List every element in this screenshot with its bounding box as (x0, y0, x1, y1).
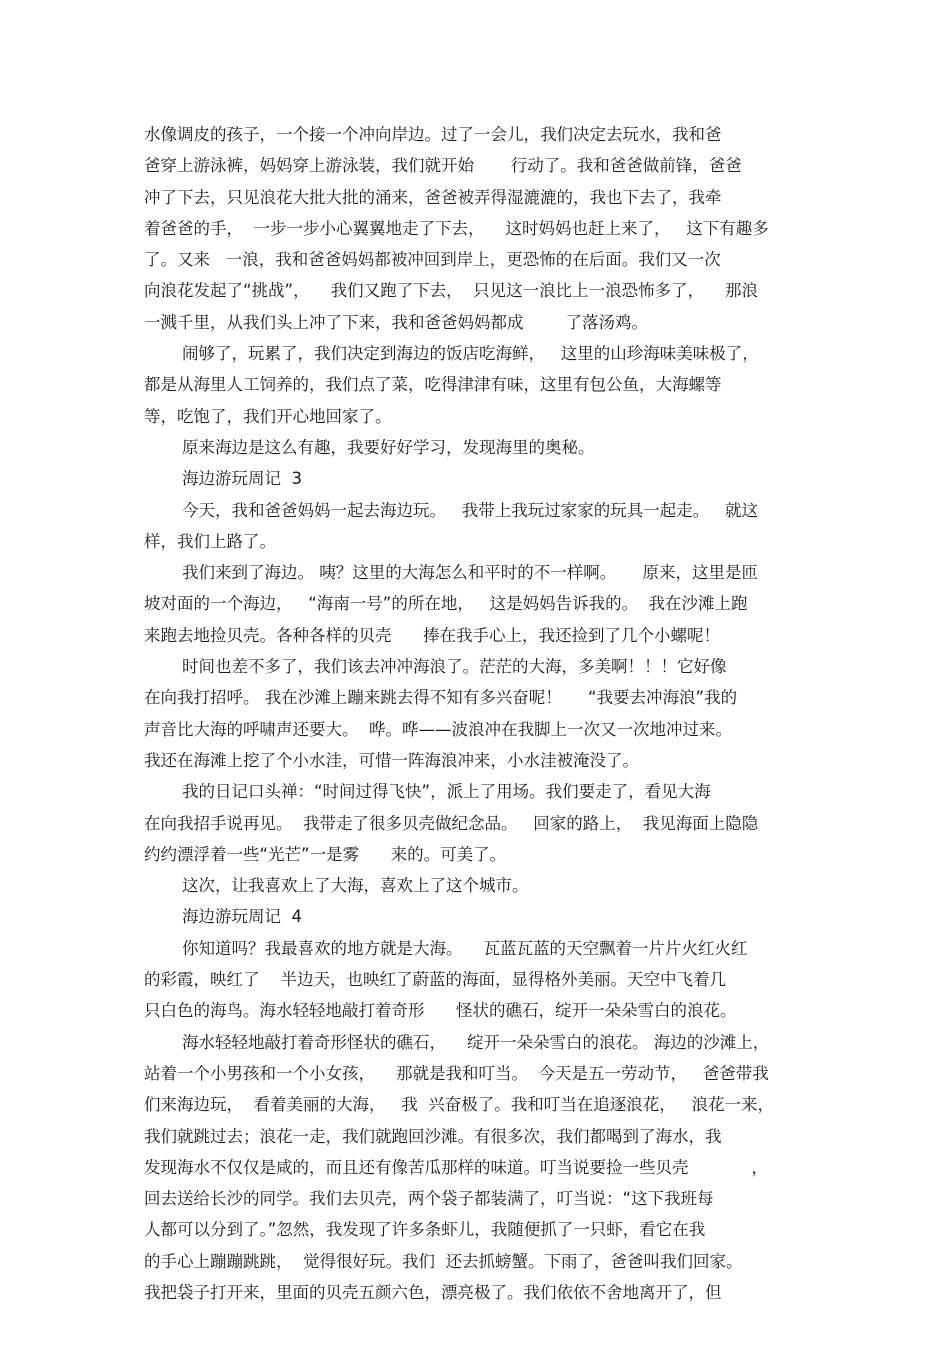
text-line: 在向我招手说再见。 我带走了很多贝壳做纪念品。 回家的路上， 我见海面上隐隐 (144, 813, 759, 833)
text-line: 样，我们上路了。 (144, 531, 276, 551)
text-line: 这次，让我喜欢上了大海，喜欢上了这个城市。 (182, 876, 529, 896)
text-line: 海水轻轻地敲打着奇形怪状的礁石， 绽开一朵朵雪白的浪花。 海边的沙滩上， (182, 1032, 770, 1052)
text-line: 我的日记口头禅：“时间过得飞快”，派上了用场。我们要走了，看见大海 (182, 782, 711, 802)
text-line: 着爸爸的手， 一步一步小心翼翼地走了下去， 这时妈妈也赶上来了， 这下有趣多 (144, 218, 769, 238)
text-line: 发现海水不仅仅是咸的，而且还有像苦瓜那样的味道。叮当说要捡一些贝壳 ， (144, 1157, 768, 1177)
text-line: 的手心上蹦蹦跳跳， 觉得很好玩。我们 还去抓螃蟹。下雨了，爸爸叫我们回家。 (144, 1251, 743, 1271)
text-line: 闹够了，玩累了，我们决定到海边的饭店吃海鲜， 这里的山珍海味美味极了， (182, 344, 759, 364)
text-line: 冲了下去，只见浪花大批大批的涌来，爸爸被弄得湿漉漉的，我也下去了，我牵 (144, 187, 722, 207)
text-line: 爸穿上游泳裤，妈妈穿上游泳装，我们就开始 行动了。我和爸爸做前锋，爸爸 (144, 156, 742, 176)
text-line: 坡对面的一个海边， “海南一号”的所在地， 这是妈妈告诉我的。 我在沙滩上跑 (144, 594, 748, 614)
text-line: 我还在海滩上挖了个小水洼，可惜一阵海浪冲来，小水洼被淹没了。 (144, 750, 639, 770)
text-line: 来跑去地捡贝壳。各种各样的贝壳 捧在我手心上，我还捡到了几个小螺呢！ (144, 625, 720, 645)
text-line: 站着一个小男孩和一个小女孩， 那就是我和叮当。 今天是五一劳动节， 爸爸带我 (144, 1063, 769, 1083)
text-line: 我们就跳过去；浪花一走，我们就跑回沙滩。有很多次，我们都喝到了海水，我 (144, 1126, 722, 1146)
text-line: 我把袋子打开来，里面的贝壳五颜六色，漂亮极了。我们依依不舍地离开了，但 (144, 1282, 722, 1302)
text-line: 了。又来 一浪，我和爸爸妈妈都被冲回到岸上，更恐怖的在后面。我们又一次 (144, 250, 721, 270)
text-line: 原来海边是这么有趣，我要好好学习，发现海里的奥秘。 (182, 437, 595, 457)
text-line: 向浪花发起了“挑战”， 我们又跑了下去， 只见这一浪比上一浪恐怖多了， 那浪 (144, 281, 759, 301)
text-line: 海边游玩周记 3 (182, 469, 302, 489)
text-line: 海边游玩周记 4 (182, 907, 302, 927)
text-line: 回去送给长沙的同学。我们去贝壳，两个袋子都装满了，叮当说：“这下我班每 (144, 1189, 714, 1209)
text-line: 一溅千里，从我们头上冲了下来，我和爸爸妈妈都成 了落汤鸡。 (144, 312, 648, 332)
text-line: 等，吃饱了，我们开心地回家了。 (144, 406, 392, 426)
text-line: 的彩霞，映红了 半边天，也映红了蔚蓝的海面，显得格外美丽。天空中飞着几 (144, 970, 726, 990)
text-line: 我们来到了海边。 咦？这里的大海怎么和平时的不一样啊。 原来，这里是匝 (182, 563, 758, 583)
text-line: 人都可以分到了。”忽然，我发现了许多条虾儿，我随便抓了一只虾，看它在我 (144, 1220, 706, 1240)
text-line: 们来海边玩， 看着美丽的大海， 我 兴奋极了。我和叮当在追逐浪花， 浪花一来， (144, 1095, 774, 1115)
document-body (144, 119, 814, 1308)
text-line: 只白色的海鸟。海水轻轻地敲打着奇形 怪状的礁石，绽开一朵朵雪白的浪花。 (144, 1001, 737, 1021)
text-line: 水像调皮的孩子，一个接一个冲向岸边。过了一会儿，我们决定去玩水，我和爸 (144, 125, 722, 144)
text-line: 你知道吗？我最喜欢的地方就是大海。 瓦蓝瓦蓝的天空飘着一片片火红火红 (182, 938, 748, 958)
text-line: 约约漂浮着一些“光芒”一是雾 来的。可美了。 (144, 844, 507, 864)
text-line: 今天，我和爸爸妈妈一起去海边玩。 我带上我玩过家家的玩具一起走。 就这 (182, 500, 758, 520)
text-line: 时间也差不多了，我们该去冲冲海浪了。茫茫的大海，多美啊！！！它好像 (182, 657, 727, 677)
text-line: 声音比大海的呼啸声还要大。 哗。哗——波浪冲在我脚上一次又一次地冲过来。 (144, 719, 732, 739)
text-line: 都是从海里人工饲养的，我们点了菜，吃得津津有味，这里有包公鱼，大海螺等 (144, 375, 722, 395)
text-line: 在向我打招呼。 我在沙滩上蹦来跳去得不知有多兴奋呢！ “我要去冲海浪”我的 (144, 688, 738, 708)
